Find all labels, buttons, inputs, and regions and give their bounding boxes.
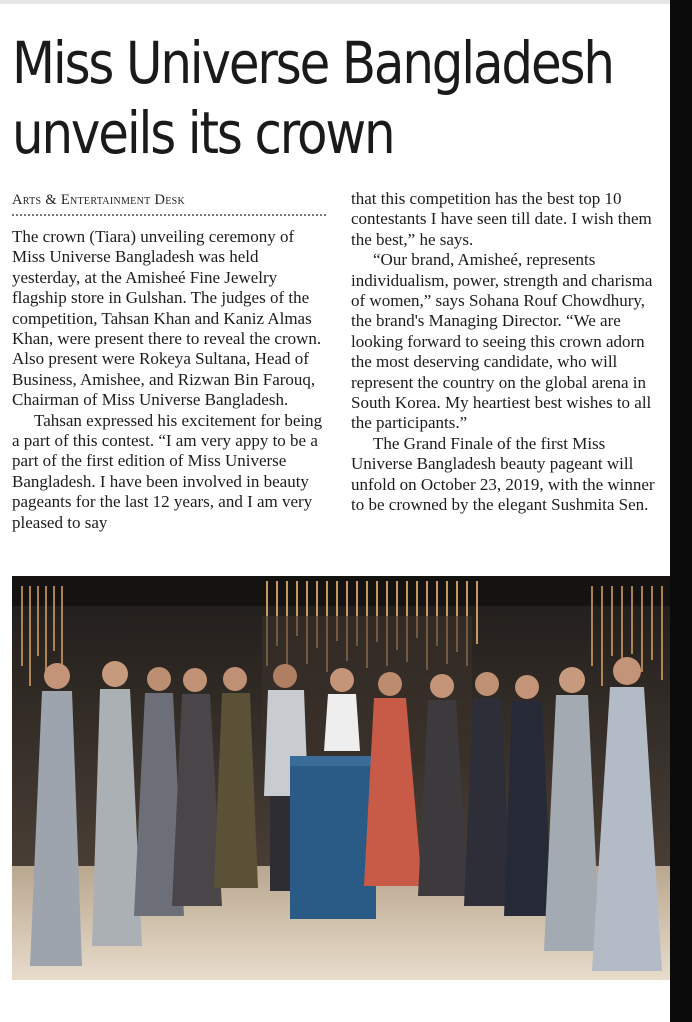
headline-line-2: unveils its crown	[12, 99, 394, 167]
paragraph: “Our brand, Amisheé, represents individualism, power, strength and charisma of women,” says Sohana Rouf Chowdhury, the brand's Managing Director. “We are looking forward to seeing this crown adorn the most deserving candidate, who will represent the country on the global arena in South Korea. My heartiest best wishes to all the participants.”	[351, 250, 653, 433]
paragraph: The Grand Finale of the first Miss Universe Bangladesh beauty pageant will unfold on October 23, 2019, with the winner to be crowned by the elegant Sushmita Sen.	[351, 433, 655, 515]
event-photo-illustration	[12, 576, 670, 980]
top-strip	[0, 0, 670, 4]
photo-ceiling	[12, 576, 670, 606]
article-column-right	[351, 189, 669, 516]
headline	[12, 28, 613, 168]
event-photo	[12, 576, 670, 980]
headline-line-1: Miss Universe Bangladesh	[12, 29, 613, 97]
page-edge-bar	[670, 0, 692, 1022]
crown-pedestal-top	[290, 756, 376, 766]
paragraph: Tahsan expressed his excitement for being a part of this contest. “I am very appy to be a part of the first edition of Miss Universe Bangladesh. I have been involved in beauty pageants for the last 12 years, and I am very pleased to say	[12, 410, 323, 532]
paragraph: that this competition has the best top 10 contestants I have seen till date. I wish them the best,” he says.	[351, 189, 652, 249]
crown-pedestal	[290, 761, 376, 919]
byline-divider	[12, 214, 326, 216]
paragraph: The crown (Tiara) unveiling ceremony of Miss Universe Bangladesh was held yesterday, at the Amisheé Fine Jewelry flagship store in Gulshan. The judges of the competition, Tahsan Khan and Kaniz Almas Khan, were present there to reveal the crown. Also present were Rokeya Sultana, Head of Business, Amishee, and Rizwan Bin Farouq, Chairman of Miss Universe Bangladesh.	[12, 227, 322, 410]
article-column-left	[12, 227, 328, 533]
desk-byline: Arts & Entertainment Desk	[12, 192, 186, 208]
